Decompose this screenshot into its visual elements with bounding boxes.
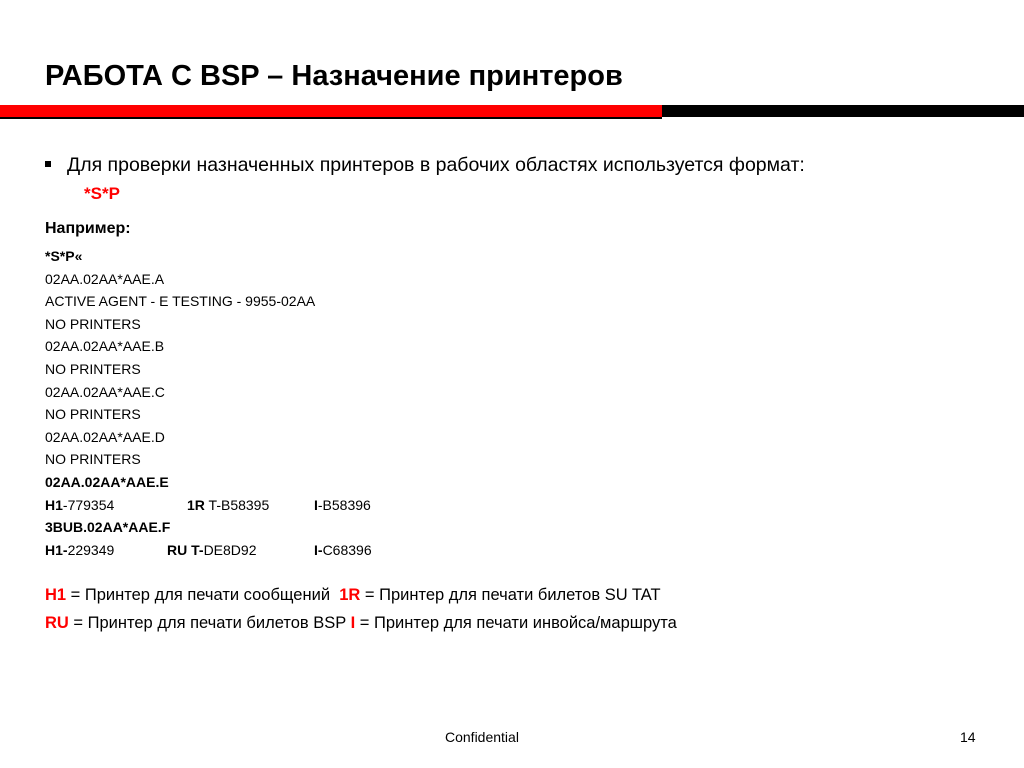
example-line: 02AA.02AA*AAE.D (45, 428, 165, 445)
example-block (45, 245, 372, 561)
legend-text: = Принтер для печати сообщений (66, 586, 340, 604)
legend-text: = Принтер для печати билетов SU TAT (360, 586, 661, 604)
footer-confidential: Confidential (445, 729, 519, 745)
title-underline-red (0, 105, 662, 117)
square-bullet-icon (45, 161, 51, 167)
i-code: I (314, 496, 318, 513)
example-line: NO PRINTERS (45, 406, 141, 423)
example-area-e: 02AA.02AA*AAE.E (45, 473, 169, 490)
printer-row-f (45, 539, 372, 562)
i-code: I- (314, 541, 323, 558)
legend-code: I (350, 614, 356, 632)
example-label: Например: (45, 220, 131, 237)
legend-code: RU (45, 614, 69, 632)
bullet-text: Для проверки назначенных принтеров в рабочих областях используется формат: (67, 154, 805, 176)
i-value: C68396 (322, 541, 372, 558)
example-area-f: 3BUB.02AA*AAE.F (45, 519, 171, 536)
r1-value: T-B58395 (204, 496, 270, 513)
example-line: 02AA.02AA*AAE.C (45, 383, 165, 400)
format-code: *S*P (84, 184, 120, 203)
h1-value: 229349 (67, 541, 115, 558)
example-line: 02AA.02AA*AAE.B (45, 338, 165, 355)
page-title: РАБОТА С BSP – Назначение принтеров (45, 60, 623, 92)
title-underline-shadow (0, 117, 662, 119)
example-line: 02AA.02AA*AAE.A (45, 270, 165, 287)
h1-value: -779354 (62, 496, 115, 513)
example-command: *S*P« (45, 248, 83, 264)
ru-code: RU T- (167, 541, 204, 558)
i-value: -B58396 (317, 496, 371, 513)
page-number: 14 (960, 729, 976, 745)
legend-line (45, 609, 677, 637)
legend-text: = Принтер для печати билетов BSP (68, 614, 351, 632)
h1-code: H1- (45, 541, 68, 558)
legend-line (45, 581, 677, 609)
ru-value: DE8D92 (203, 541, 257, 558)
example-line: ACTIVE AGENT - E TESTING - 9955-02AA (45, 293, 316, 310)
example-line: NO PRINTERS (45, 360, 141, 377)
legend-code: 1R (339, 586, 361, 604)
title-underline-black (662, 105, 1024, 117)
legend-code: H1 (45, 586, 67, 604)
legend (45, 581, 677, 637)
bullet-item (45, 154, 805, 177)
r1-code: 1R (187, 496, 205, 513)
h1-code: H1 (45, 496, 63, 513)
example-line: NO PRINTERS (45, 315, 141, 332)
legend-text: = Принтер для печати инвойса/маршрута (355, 614, 677, 632)
example-line: NO PRINTERS (45, 451, 141, 468)
printer-row-e (45, 494, 372, 517)
